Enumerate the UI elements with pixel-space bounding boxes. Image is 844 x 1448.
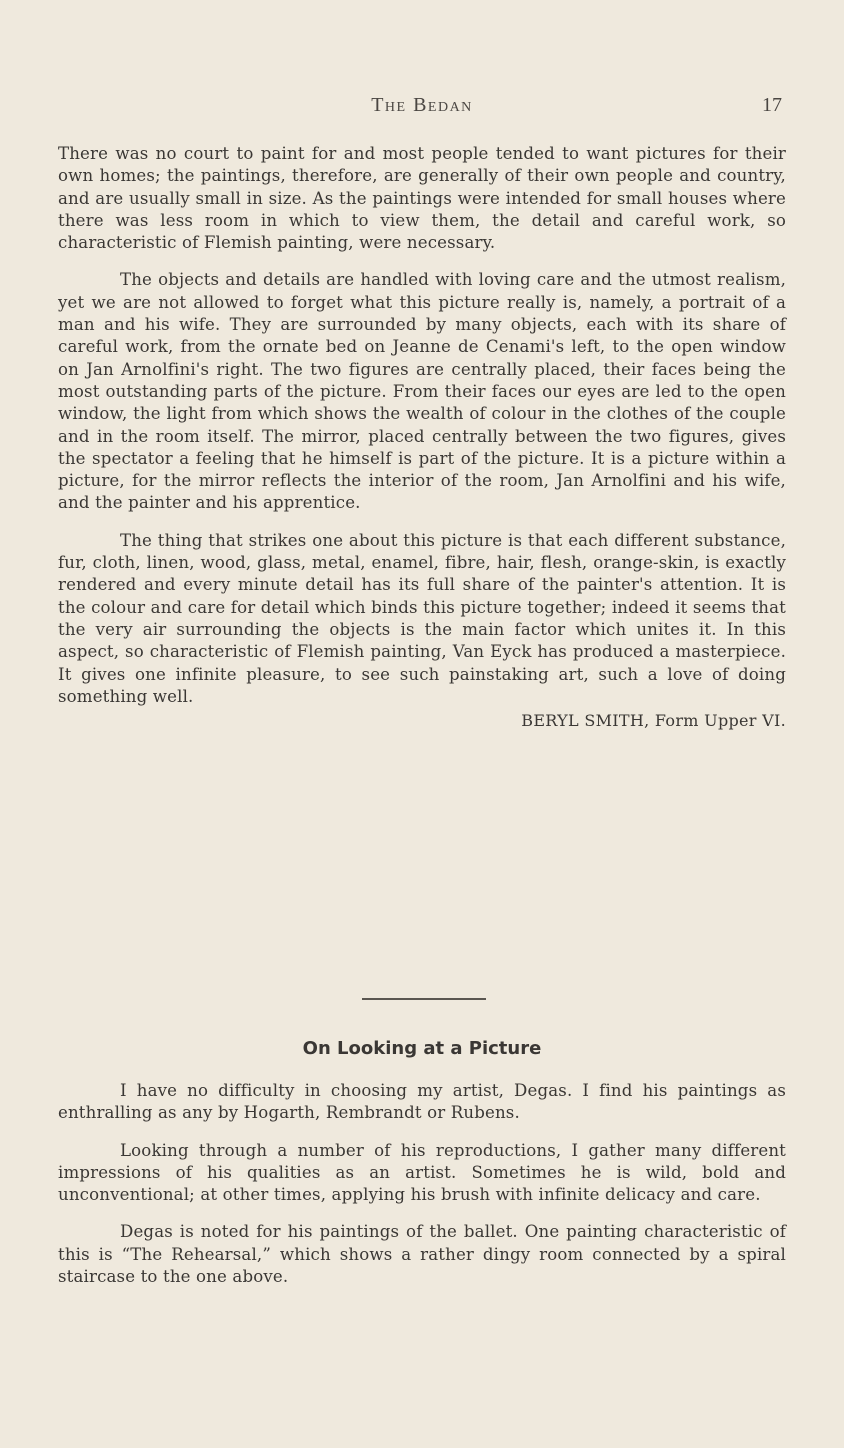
paragraph: Looking through a number of his reproductions, I gather many different impressions of his qualities as an artist. Sometimes he is wild, bold and unconventional; at other times, applying his brush with infinite delicacy and care. [58,1140,786,1205]
article-degas [58,1080,786,1303]
page-header [0,94,844,122]
paragraph: I have no difficulty in choosing my artist, Degas. I find his paintings as enthralling as any by Hogarth, Rembrandt or Rubens. [58,1081,786,1123]
section-divider [362,998,486,1000]
section-heading: On Looking at a Picture [302,1038,542,1059]
running-title: The Bedan [371,94,473,116]
paragraph: Degas is noted for his paintings of the ballet. One painting characteristic of this is “The Rehearsal,” which shows a rather dingy room connected by a spiral staircase to the one above. [58,1222,786,1287]
paragraph: The objects and details are handled with loving care and the utmost realism, yet we are not allowed to forget what this picture really is, namely, a portrait of a man and his wife. They are surrounded by many objects, each with its share of careful work, from the ornate bed on Jeanne de Cenami's left, to the open window on Jan Arnolfini's right. The two figures are centrally placed, their faces being the most outstanding parts of the picture. From their faces our eyes are led to the open window, the light from which shows the wealth of colour in the clothes of the couple and in the room itself. The mirror, placed centrally between the two figures, gives the spectator a feeling that he himself is part of the picture. It is a picture within a picture, for the mirror reflects the interior of the room, Jan Arnolfini and his wife, and the painter and his apprentice. [58,270,786,513]
paragraph: There was no court to paint for and most people tended to want pictures for their own homes; the paintings, therefore, are generally of their own people and country, and are usually small in size. As the paintings were intended for small houses where there was less room in which to view them, the detail and careful work, so characteristic of Flemish painting, were necessary. [58,144,786,253]
author-signature: BERYL SMITH, Form Upper VI. [521,711,786,731]
article-van-eyck [58,143,786,732]
page-number: 17 [762,94,782,116]
paragraph: The thing that strikes one about this picture is that each different substance, fur, cloth, linen, wood, glass, metal, enamel, fibre, hair, flesh, orange-skin, is exactly rendered and every minute detail has its full share of the painter's attention. It is the colour and care for detail which binds this picture together; indeed it seems that the very air surrounding the objects is the main factor which unites it. In this aspect, so characteristic of Flemish painting, Van Eyck has produced a masterpiece. It gives one infinite pleasure, to see such painstaking art, such a love of doing something well. [58,530,786,706]
